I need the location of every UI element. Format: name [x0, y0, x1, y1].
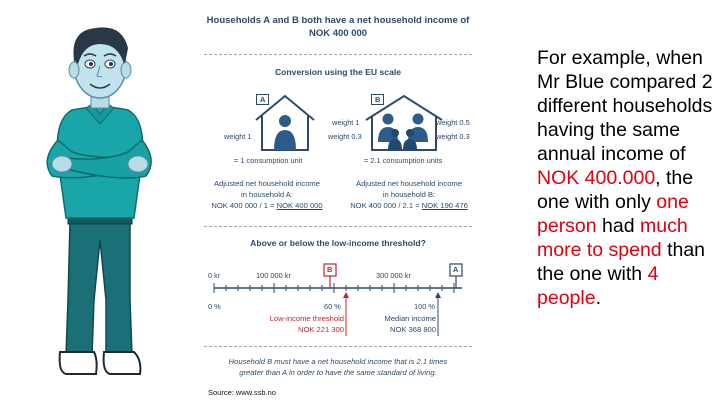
threshold-value: NOK 221 300 [297, 325, 344, 334]
house-b-adjusted [338, 178, 480, 211]
median-value: NOK 368 800 [389, 325, 436, 334]
house-a-consumption: = 1 consumption unit [234, 156, 303, 165]
house-b-adjusted-line-1: Adjusted net household income [356, 179, 462, 188]
scale-tick-0: 0 kr [208, 271, 221, 280]
divider-top [204, 54, 472, 55]
source-credit: Source: www.ssb.no [208, 388, 276, 397]
house-b-weight-left-2: weight 0.3 [328, 132, 362, 141]
narrative-highlight-spend: much more to spend [537, 215, 688, 261]
pct-60: 60 % [324, 302, 341, 311]
narrative-part-1: For example, when Mr Blue compared 2 different households having the same annual income of [537, 47, 713, 165]
house-b-label: B [371, 94, 384, 105]
house-a-calc-result: NOK 400 000 [276, 201, 323, 210]
pct-100: 100 % [414, 302, 435, 311]
house-b-weight-right-2: weight 0.3 [436, 132, 470, 141]
infographic [196, 0, 480, 405]
house-b-calc-prefix: NOK 400 000 / 2.1 = [350, 201, 420, 210]
house-a-label: A [256, 94, 269, 105]
scale-ticks [214, 283, 454, 293]
house-a-adjusted-line-1: Adjusted net household income [214, 179, 320, 188]
house-b-adjusted-line-2: in household B: [382, 190, 436, 199]
section-conversion-title: Conversion using the EU scale [274, 67, 402, 77]
section-threshold-title: Above or below the low-income threshold? [250, 238, 426, 248]
scale-tick-100: 100 000 kr [256, 271, 291, 280]
narrative-highlight-people: 4 people [537, 263, 659, 309]
house-b-calc-result: NOK 190 476 [421, 201, 468, 210]
house-a-calc-prefix: NOK 400 000 / 1 = [211, 201, 275, 210]
house-b-calc [338, 200, 480, 211]
scale-marker-b: B [327, 265, 333, 274]
divider-middle [204, 226, 472, 227]
narrative-part-4: than the one with [537, 239, 706, 285]
scale-marker-a: A [453, 265, 459, 274]
threshold-label: Low-income threshold [269, 314, 344, 323]
house-a-adjusted [196, 178, 338, 211]
narrative-part-2: , the one with only [537, 167, 694, 213]
house-b-weight-right-1: weight 0.5 [436, 118, 470, 127]
median-label: Median income [384, 314, 436, 323]
threshold-annotation [236, 313, 344, 335]
house-a-calc [196, 200, 338, 211]
footnote: Household B must have a net household income that is 2.1 times greater than A in order to have the same standard of living. [228, 357, 448, 377]
title-line-2: NOK 400 000 [308, 28, 368, 39]
pct-0: 0 % [208, 302, 221, 311]
title-line-1: Households A and B both have a net household income of [206, 15, 470, 26]
divider-bottom [204, 346, 472, 347]
infographic-title [196, 14, 480, 40]
narrative-text [537, 46, 715, 310]
house-b-consumption: = 2.1 consumption units [364, 156, 443, 165]
house-a-weight: weight 1 [224, 132, 252, 141]
mr-blue-character [0, 0, 200, 405]
narrative-part-5: . [595, 287, 601, 309]
median-annotation [346, 313, 436, 335]
house-b-weight-left-1: weight 1 [332, 118, 360, 127]
scale-tick-300: 300 000 kr [376, 271, 411, 280]
narrative-highlight-income: NOK 400.000 [537, 167, 656, 189]
narrative-part-3: had [596, 215, 640, 237]
narrative-highlight-one-person: one person [537, 191, 689, 237]
house-a-adjusted-line-2: in household A: [241, 190, 293, 199]
